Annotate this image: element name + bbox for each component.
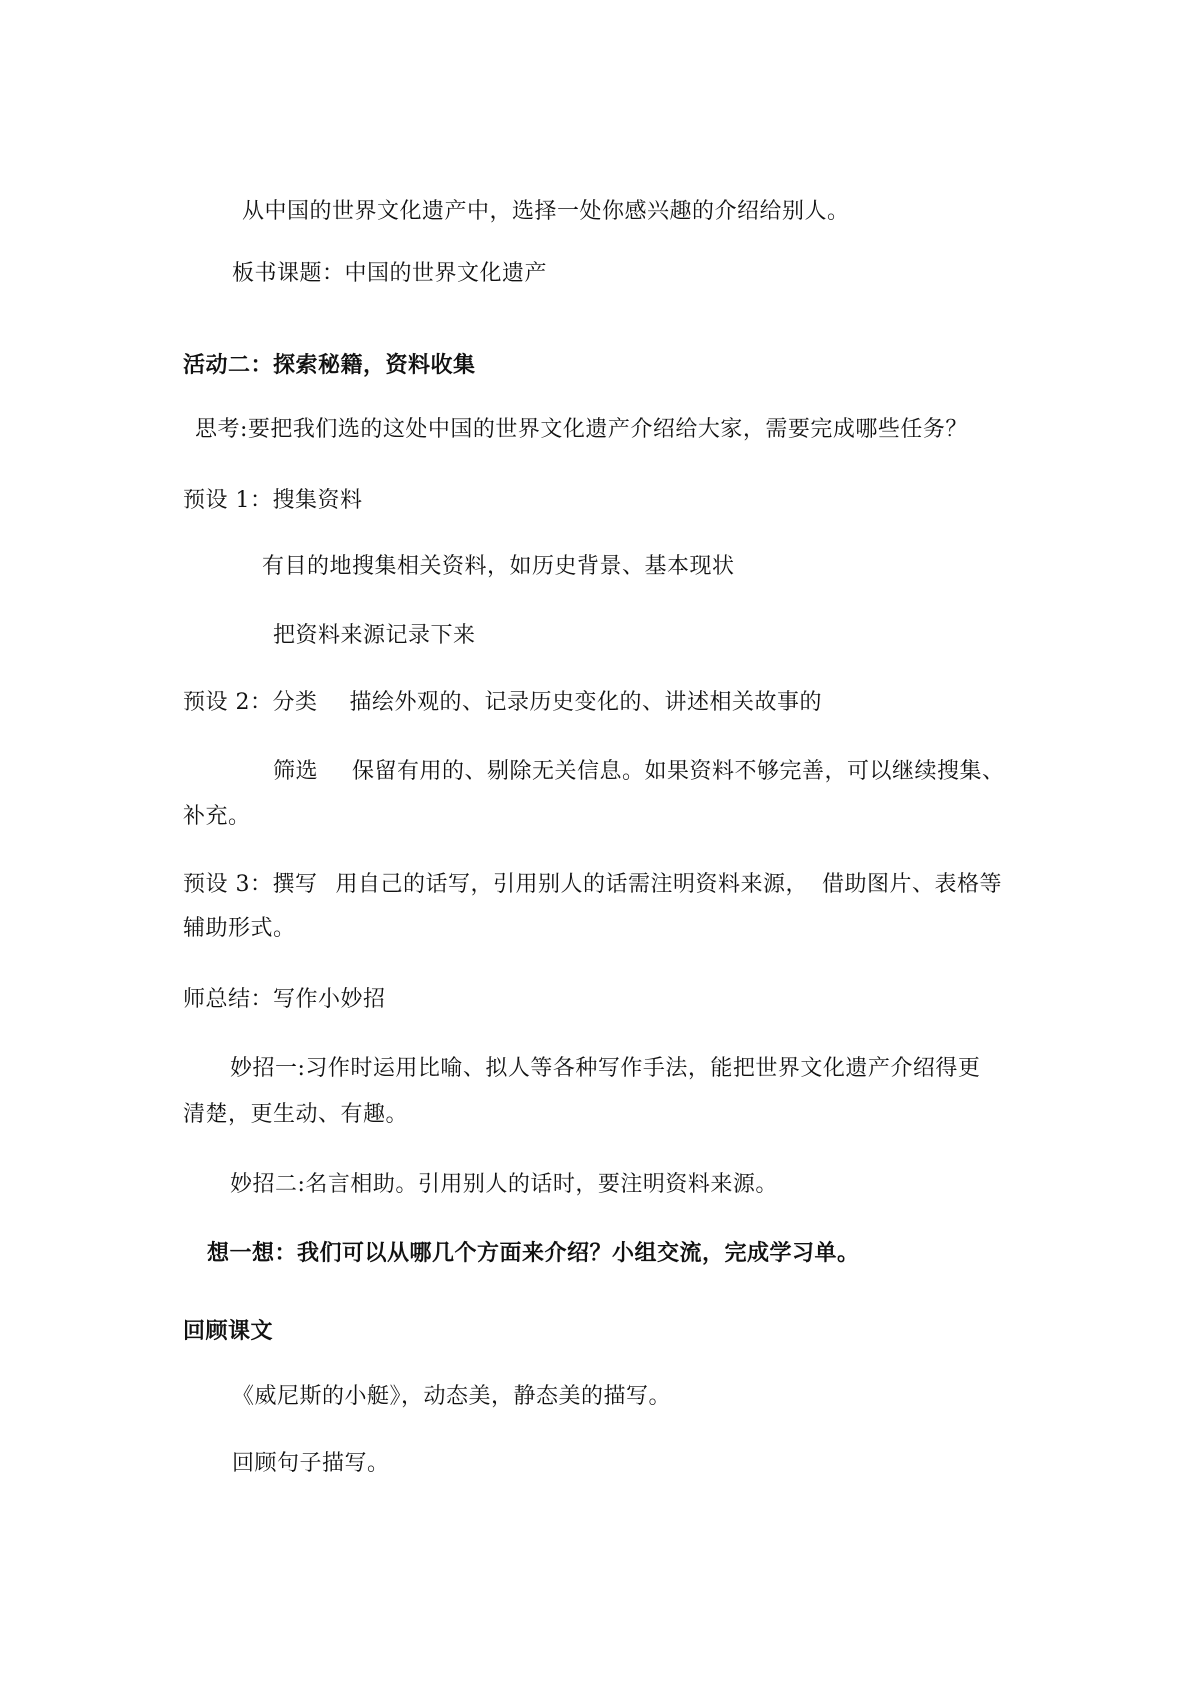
review-text-heading: 回顾课文 [183, 1318, 274, 1344]
teacher-summary-line: 师总结：写作小妙招 [183, 987, 386, 1012]
intro-task-line: 从中国的世界文化遗产中，选择一处你感兴趣的介绍给别人。 [242, 199, 850, 224]
board-title-line: 板书课题：中国的世界文化遗产 [232, 261, 548, 286]
review-sentence-line: 回顾句子描写。 [232, 1451, 390, 1476]
tip-one-continued-line: 清楚，更生动、有趣。 [183, 1102, 409, 1127]
filter-detail: 保留有用的、剔除无关信息。如果资料不够完善，可以继续搜集、 [352, 759, 1005, 784]
record-source-line: 把资料来源记录下来 [273, 623, 476, 648]
preset-2-detail: 描绘外观的、记录历史变化的、讲述相关故事的 [349, 690, 823, 715]
think-about-heading: 想一想：我们可以从哪几个方面来介绍？小组交流，完成学习单。 [207, 1240, 860, 1266]
preset-3-continued-line: 辅助形式。 [183, 916, 296, 941]
preset-3-label: 预设 3：撰写 [183, 872, 318, 897]
preset-2-line [183, 688, 822, 718]
thinking-question-line: 思考:要把我们选的这处中国的世界文化遗产介绍给大家，需要完成哪些任务？ [195, 417, 968, 442]
preset-1-line: 预设 1：搜集资料 [183, 488, 363, 513]
preset-3-detail: 用自己的话写，引用别人的话需注明资料来源， [335, 872, 809, 897]
preset-1-detail-line: 有目的地搜集相关资料，如历史背景、基本现状 [262, 554, 735, 579]
activity-two-heading: 活动二：探索秘籍，资料收集 [183, 352, 476, 378]
tip-two-line: 妙招二:名言相助。引用别人的话时，要注明资料来源。 [230, 1172, 778, 1197]
preset-2-label: 预设 2：分类 [183, 690, 318, 715]
filter-continued-line: 补充。 [183, 804, 251, 829]
preset-3-detail-end: 借助图片、表格等 [822, 872, 1003, 897]
preset-3-line [183, 870, 1002, 900]
tip-one-line: 妙招一:习作时运用比喻、拟人等各种写作手法，能把世界文化遗产介绍得更 [230, 1056, 981, 1081]
venice-boat-line: 《威尼斯的小艇》，动态美，静态美的描写。 [232, 1384, 672, 1409]
filter-line [273, 757, 1005, 787]
filter-label: 筛选 [273, 759, 319, 784]
